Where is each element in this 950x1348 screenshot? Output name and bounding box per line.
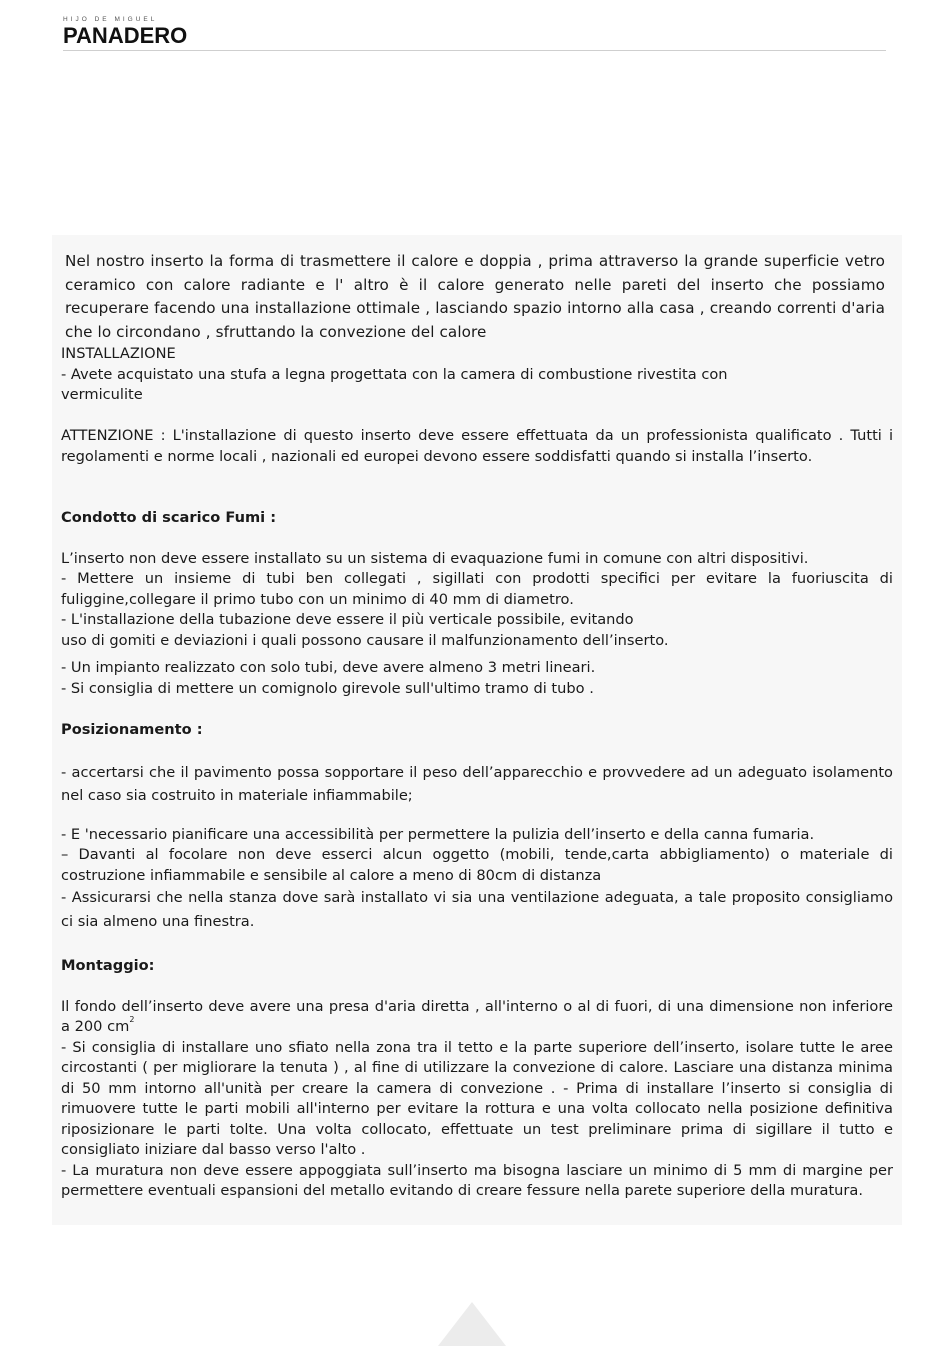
condotto-paragraph-2: - Mettere un insieme di tubi ben collegati , sigillati con prodotti specifici per evitare la fuoriuscita di fuliggine,collegare il primo tubo con un minimo di 40 mm di diametro. [61, 570, 893, 608]
condotto-paragraph-1: L’inserto non deve essere installato su un sistema di evaquazione fumi in comune con altri dispositivi. [61, 549, 809, 567]
condotto-paragraph-3a: - L'installazione della tubazione deve essere il più verticale possibile, evitando [61, 611, 634, 628]
condotto-section [61, 508, 893, 699]
montaggio-paragraph-3: - La muratura non deve essere appoggiata sull’inserto ma bisogna lasciare un minimo di 5 mm di margine per permettere eventuali espansioni del metallo evitando di creare fessure nella parete superiore della muratura. [61, 1161, 893, 1199]
brand-name: PANADERO [63, 23, 188, 48]
montaggio-section [61, 956, 893, 1202]
posizionamento-section [61, 720, 893, 934]
montaggio-heading: Montaggio: [61, 957, 155, 974]
superscript-2: 2 [129, 1015, 135, 1024]
intro-paragraph: Nel nostro inserto la forma di trasmettere il calore e doppia , prima attraverso la grande superficie vetro ceramico con calore radiante e l' altro è il calore generato nelle pareti del inserto che possiamo recuperare facendo una installazione ottimale , lasciando spazio intorno alla casa , creando correnti d'aria che lo circondano , sfruttando la convezione del calore [65, 252, 885, 341]
footer-triangle-decoration [438, 1302, 506, 1346]
condotto-paragraph-5: - Si consiglia di mettere un comignolo girevole sull'ultimo tramo di tubo . [61, 679, 594, 697]
brand-tagline: HIJO DE MIGUEL [63, 16, 158, 23]
condotto-heading: Condotto di scarico Fumi : [61, 509, 277, 526]
installazione-heading: INSTALLAZIONE [61, 345, 176, 362]
montaggio-paragraph-1-text: Il fondo dell’inserto deve avere una presa d'aria diretta , all'interno o al di fuori, di una dimensione non inferiore a 200 cm [61, 997, 893, 1035]
posizionamento-paragraph-3: – Davanti al focolare non deve esserci alcun oggetto (mobili, tende,carta abbigliamento) o materiale di costruzione infiammabile e sensibile al calore a meno di 80cm di distanza [61, 846, 893, 884]
installazione-section [61, 344, 893, 406]
montaggio-paragraph-2: - Si consiglia di installare uno sfiato nella zona tra il tetto e la parte superiore dell’inserto, isolare tutte le aree circostanti ( per migliorare la tenuta ) , al fine di utilizzare la convezione di calore. Lasciare una distanza minima di 50 mm intorno all'unità per creare la camera di convezione . - Prima di installare l’inserto si consiglia di rimuovere tutte le parti mobili all'interno per evitare la rottura e una volta collocato nella posizione definitiva riposizionare le parti tolte. Una volta collocato, effettuate un test preliminare prima di sigillare il tutto e consigliato iniziare dal basso verso l'alto . [61, 1038, 893, 1158]
condotto-paragraph-3b: uso di gomiti e deviazioni i quali possono causare il malfunzionamento dell’inserto. [61, 631, 669, 649]
attenzione-paragraph: ATTENZIONE : L'installazione di questo inserto deve essere effettuata da un professionista qualificato . Tutti i regolamenti e norme locali , nazionali ed europei devono essere soddisfatti quando si installa l’inserto. [61, 427, 893, 465]
posizionamento-heading: Posizionamento : [61, 721, 203, 738]
installazione-line-2: vermiculite [61, 386, 143, 403]
posizionamento-paragraph-2: - E 'necessario pianificare una accessibilità per permettere la pulizia dell’inserto e della canna fumaria. [61, 825, 815, 843]
posizionamento-paragraph-1: - accertarsi che il pavimento possa sopportare il peso dell’apparecchio e provvedere ad un adeguato isolamento nel caso sia costruito in materiale infiammabile; [61, 763, 893, 804]
header-divider [63, 50, 886, 51]
installazione-line-1: - Avete acquistato una stufa a legna progettata con la camera di combustione rivestita con [61, 365, 728, 383]
montaggio-paragraph-1 [61, 997, 893, 1038]
brand-logo [63, 16, 187, 47]
condotto-paragraph-4: - Un impianto realizzato con solo tubi, deve avere almeno 3 metri lineari. [61, 659, 596, 676]
posizionamento-paragraph-4: - Assicurarsi che nella stanza dove sarà installato vi sia una ventilazione adeguata, a tale proposito consigliamo ci sia almeno una finestra. [61, 889, 893, 930]
